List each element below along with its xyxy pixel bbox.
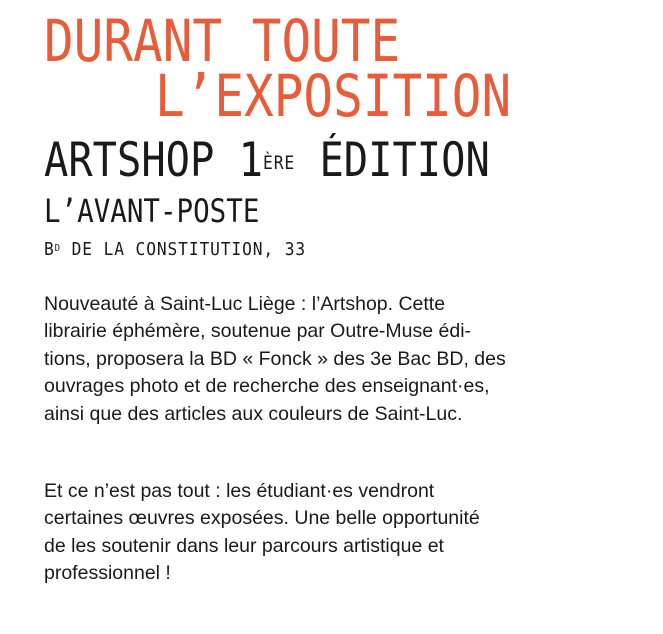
paragraph-2 [44, 478, 634, 588]
venue-name: L’AVANT-POSTE [44, 192, 260, 230]
paragraph-line: tions, proposera la BD « Fonck » des 3e Bac BD, des [44, 347, 506, 370]
address-rest: DE LA CONSTITUTION, 33 [60, 239, 307, 260]
paragraph-1 [44, 291, 634, 428]
paragraph-line: de les soutenir dans leur parcours artistique et [44, 534, 444, 557]
headline-line-1: DURANT TOUTE [44, 7, 401, 75]
address-superscript: D [54, 243, 61, 254]
paragraph-line: certaines œuvres exposées. Une belle opportunité [44, 507, 480, 530]
paragraph-line: Nouveauté à Saint-Luc Liège : l’Artshop. Cette [44, 293, 446, 315]
event-title [44, 133, 490, 188]
event-title-main: ARTSHOP 1 [44, 133, 264, 188]
event-title-end: ÉDITION [295, 133, 490, 188]
event-title-superscript: ÈRE [263, 152, 296, 174]
paragraph-line: ouvrages photo et de recherche des enseignant·es, [44, 375, 490, 398]
paragraph-line: professionnel ! [44, 562, 171, 585]
address-prefix: B [44, 239, 55, 260]
paragraph-line: ainsi que des articles aux couleurs de Saint-Luc. [44, 402, 463, 425]
paragraph-line: Et ce n’est pas tout : les étudiant·es vendront [44, 480, 435, 502]
headline-line-2: L’EXPOSITION [155, 62, 512, 130]
venue-address [44, 240, 306, 260]
paragraph-line: librairie éphémère, soutenue par Outre-Muse édi- [44, 320, 472, 343]
